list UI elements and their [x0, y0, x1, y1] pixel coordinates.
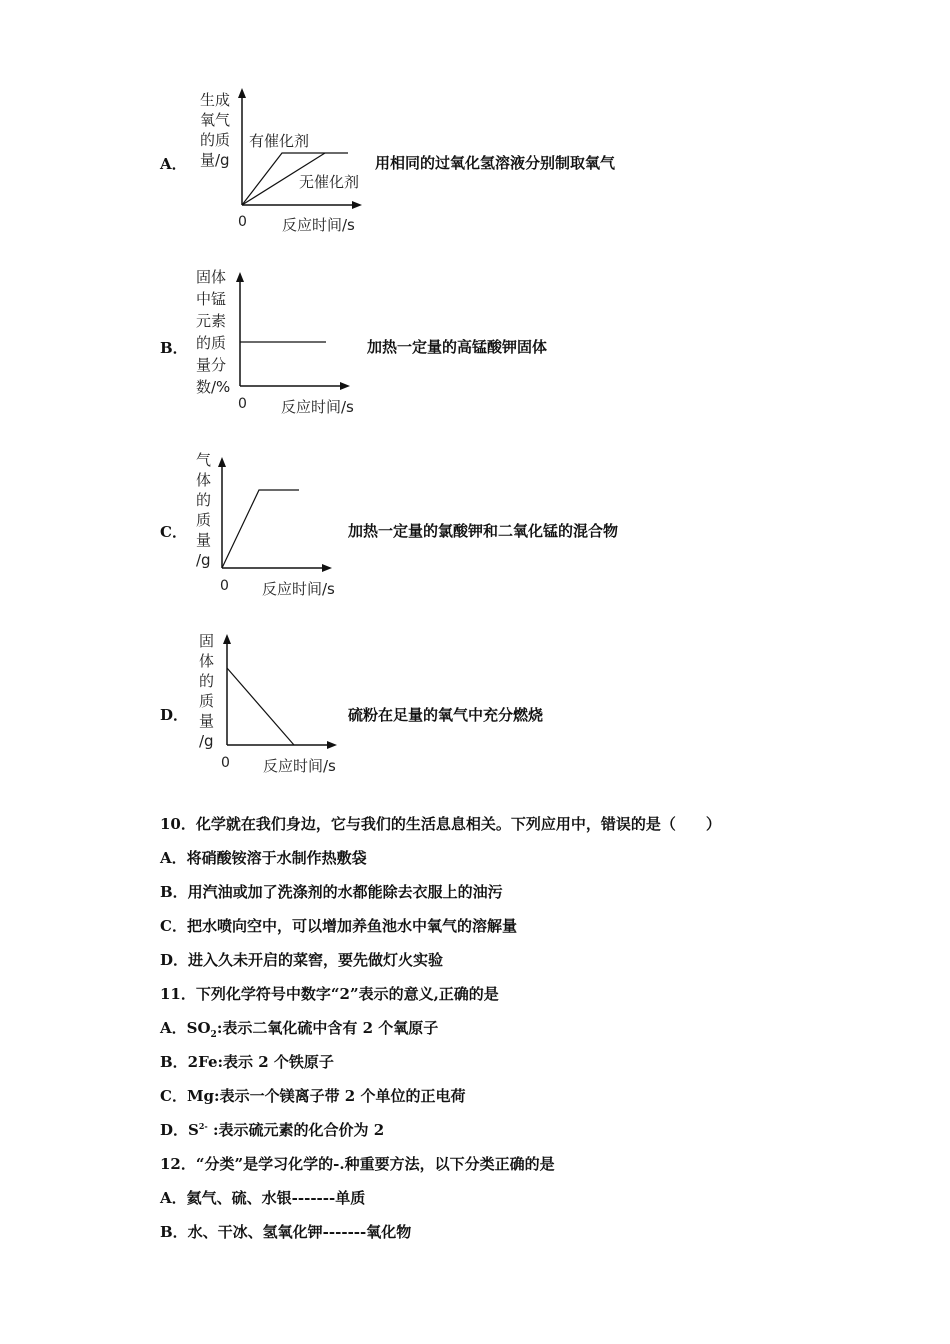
option-b-label: B． — [160, 339, 188, 357]
graph-a-x-axis-label: 反应时间/s — [282, 216, 355, 234]
q11-a-prefix: A．SO — [160, 1019, 211, 1037]
graph-c-x-axis-label: 反应时间/s — [262, 580, 335, 598]
graph-d-y-axis-label: 固 体 的 质 量 /g — [199, 632, 215, 750]
graph-d-x-arrow — [327, 741, 337, 749]
graph-a-y-axis-label: 生成 氧气 的质 量/g — [200, 91, 231, 169]
graph-b-y-axis-label: 固体 中锰 元素 的质 量分 数/% — [196, 268, 231, 396]
graph-d-x-axis-label: 反应时间/s — [263, 757, 336, 775]
q11-option-b: B．2Fe:表示 2 个铁原子 — [160, 1053, 334, 1071]
q10-option-a: A．将硝酸铵溶于水制作热敷袋 — [160, 849, 367, 867]
option-d-label: D． — [160, 706, 189, 724]
q12-stem: 12．“分类”是学习化学的-.种重要方法，以下分类正确的是 — [160, 1155, 555, 1173]
graph-a-series-catalyst-label: 有催化剂 — [249, 132, 310, 150]
q11-a-rest: :表示二氧化硫中含有 2 个氧原子 — [216, 1019, 439, 1037]
graph-b-origin: 0 — [238, 396, 247, 412]
graph-c-caption: 加热一定量的氯酸钾和二氧化锰的混合物 — [348, 522, 619, 540]
graph-a-origin: 0 — [238, 214, 247, 230]
option-a-label: A． — [160, 155, 187, 173]
q11-option-a — [160, 1017, 438, 1040]
graph-b-caption: 加热一定量的高锰酸钾固体 — [367, 338, 548, 356]
q11-d-rest: :表示硫元素的化合价为 2 — [207, 1121, 385, 1139]
q10-stem: 10．化学就在我们身边，它与我们的生活息息相关。下列应用中，错误的是（ ） — [160, 815, 721, 833]
q12-option-b: B．水、干冰、氢氧化钾-------氧化物 — [160, 1223, 412, 1241]
q11-option-c: C．Mg:表示一个镁离子带 2 个单位的正电荷 — [160, 1087, 466, 1105]
graph-c-y-axis-label: 气 体 的 质 量 /g — [196, 451, 212, 569]
option-c-label: C． — [160, 523, 187, 541]
graph-c-origin: 0 — [220, 578, 229, 594]
graph-d-origin: 0 — [221, 755, 230, 771]
q11-d-superscript: 2- — [198, 1121, 208, 1131]
q10-option-d: D．进入久未开启的菜窖，要先做灯火实验 — [160, 951, 444, 969]
q11-stem: 11．下列化学符号中数字“2”表示的意义,正确的是 — [160, 985, 499, 1003]
graph-d-y-arrow — [223, 634, 231, 644]
graph-a-series-no-catalyst-label: 无催化剂 — [299, 173, 360, 191]
graph-d-line — [227, 668, 294, 745]
q10-option-c: C．把水喷向空中，可以增加养鱼池水中氧气的溶解量 — [160, 917, 517, 935]
q12-option-a: A．氦气、硫、水银-------单质 — [160, 1189, 366, 1207]
graph-a-caption: 用相同的过氧化氢溶液分别制取氧气 — [375, 154, 616, 172]
q11-d-prefix: D．S — [160, 1121, 199, 1139]
graph-d-caption: 硫粉在足量的氧气中充分燃烧 — [348, 706, 544, 724]
q11-option-d — [160, 1119, 384, 1140]
graph-b-x-axis-label: 反应时间/s — [281, 398, 354, 416]
q10-option-b: B．用汽油或加了洗涤剂的水都能除去衣服上的油污 — [160, 883, 503, 901]
q11-a-subscript: 2 — [210, 1030, 217, 1040]
